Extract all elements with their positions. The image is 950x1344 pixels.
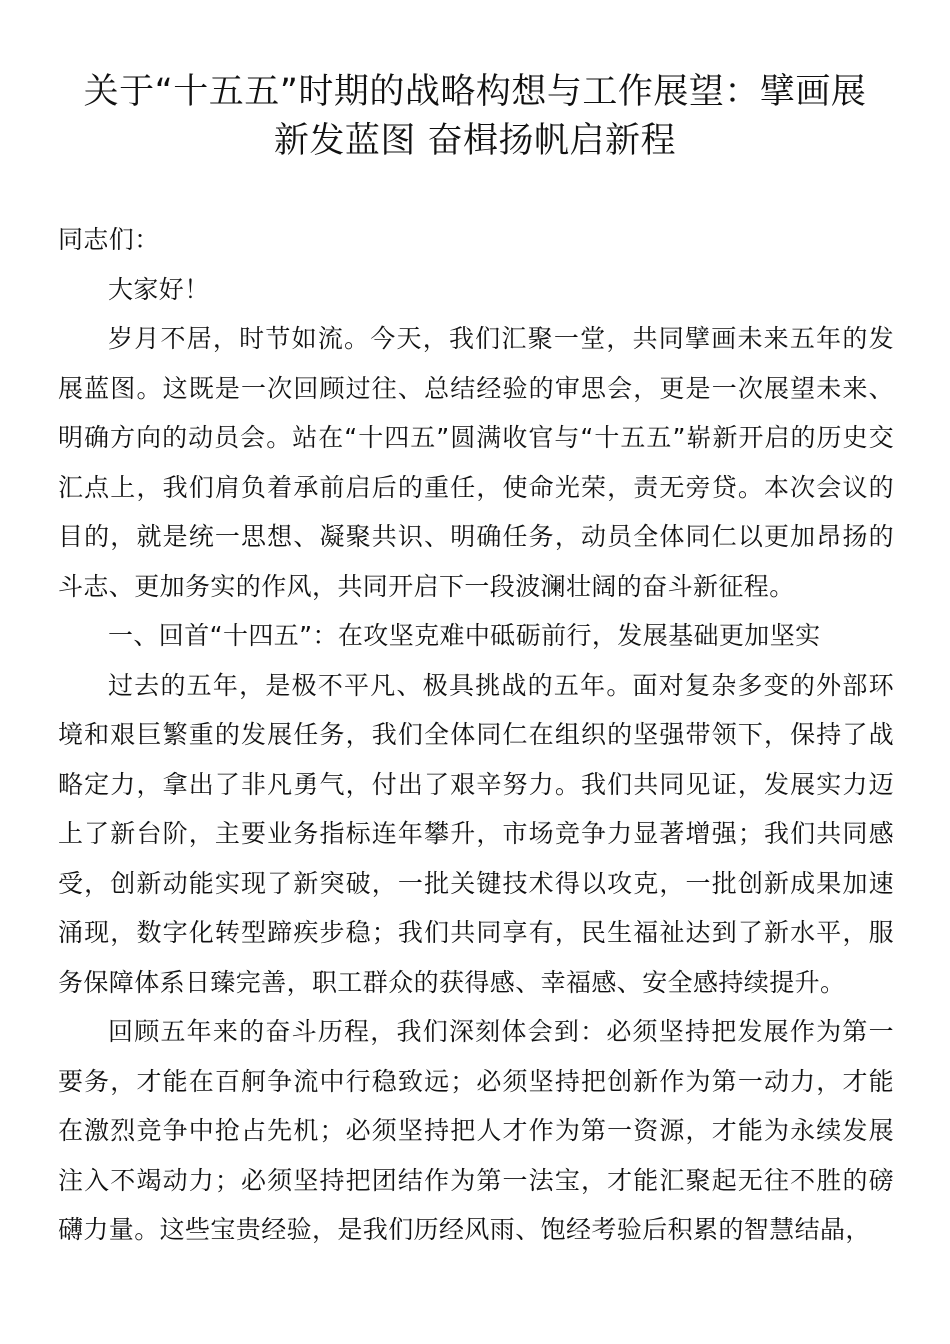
section-heading-1: 一、回首“十四五”：在攻坚克难中砥砺前行，发展基础更加坚实 [108,621,821,650]
greeting: 大家好！ [108,274,210,304]
paragraph-experience: 回顾五年来的奋斗历程，我们深刻体会到：必须坚持把发展作为第一要务，才能在百舸争流中行稳致远；必须坚持把创新作为第一动力，才能在激烈竞争中抢占先机；必须坚持把人才作为第一资源，才能为永续发展注入不竭动力；必须坚持把团结作为第一法宝，才能汇聚起无往不胜的磅礴力量。这些宝贵经验，是我们历经风雨、饱经考验后积累的智慧结晶， [58,1017,894,1244]
paragraph-intro: 岁月不居，时节如流。今天，我们汇聚一堂，共同擘画未来五年的发展蓝图。这既是一次回顾过往、总结经验的审思会，更是一次展望未来、明确方向的动员会。站在“十四五”圆满收官与“十五五”崭新开启的历史交汇点上，我们肩负着承前启后的重任，使命光荣，责无旁贷。本次会议的目的，就是统一思想、凝聚共识、明确任务，动员全体同仁以更加昂扬的斗志、更加务实的作风，共同开启下一段波澜壮阔的奋斗新征程。 [58,324,894,601]
document-title [40,68,910,166]
title-line-1: 关于“十五五”时期的战略构想与工作展望：擘画展 [83,72,867,112]
document-body [58,215,894,1255]
title-line-2: 新发蓝图 奋楫扬帆启新程 [273,121,677,161]
salutation: 同志们： [58,225,160,254]
paragraph-review: 过去的五年，是极不平凡、极具挑战的五年。面对复杂多变的外部环境和艰巨繁重的发展任务，我们全体同仁在组织的坚强带领下，保持了战略定力，拿出了非凡勇气，付出了艰辛努力。我们共同见证，发展实力迈上了新台阶，主要业务指标连年攀升，市场竞争力显著增强；我们共同感受，创新动能实现了新突破，一批关键技术得以攻克，一批创新成果加速涌现，数字化转型蹄疾步稳；我们共同享有，民生福祉达到了新水平，服务保障体系日臻完善，职工群众的获得感、幸福感、安全感持续提升。 [58,670,894,997]
